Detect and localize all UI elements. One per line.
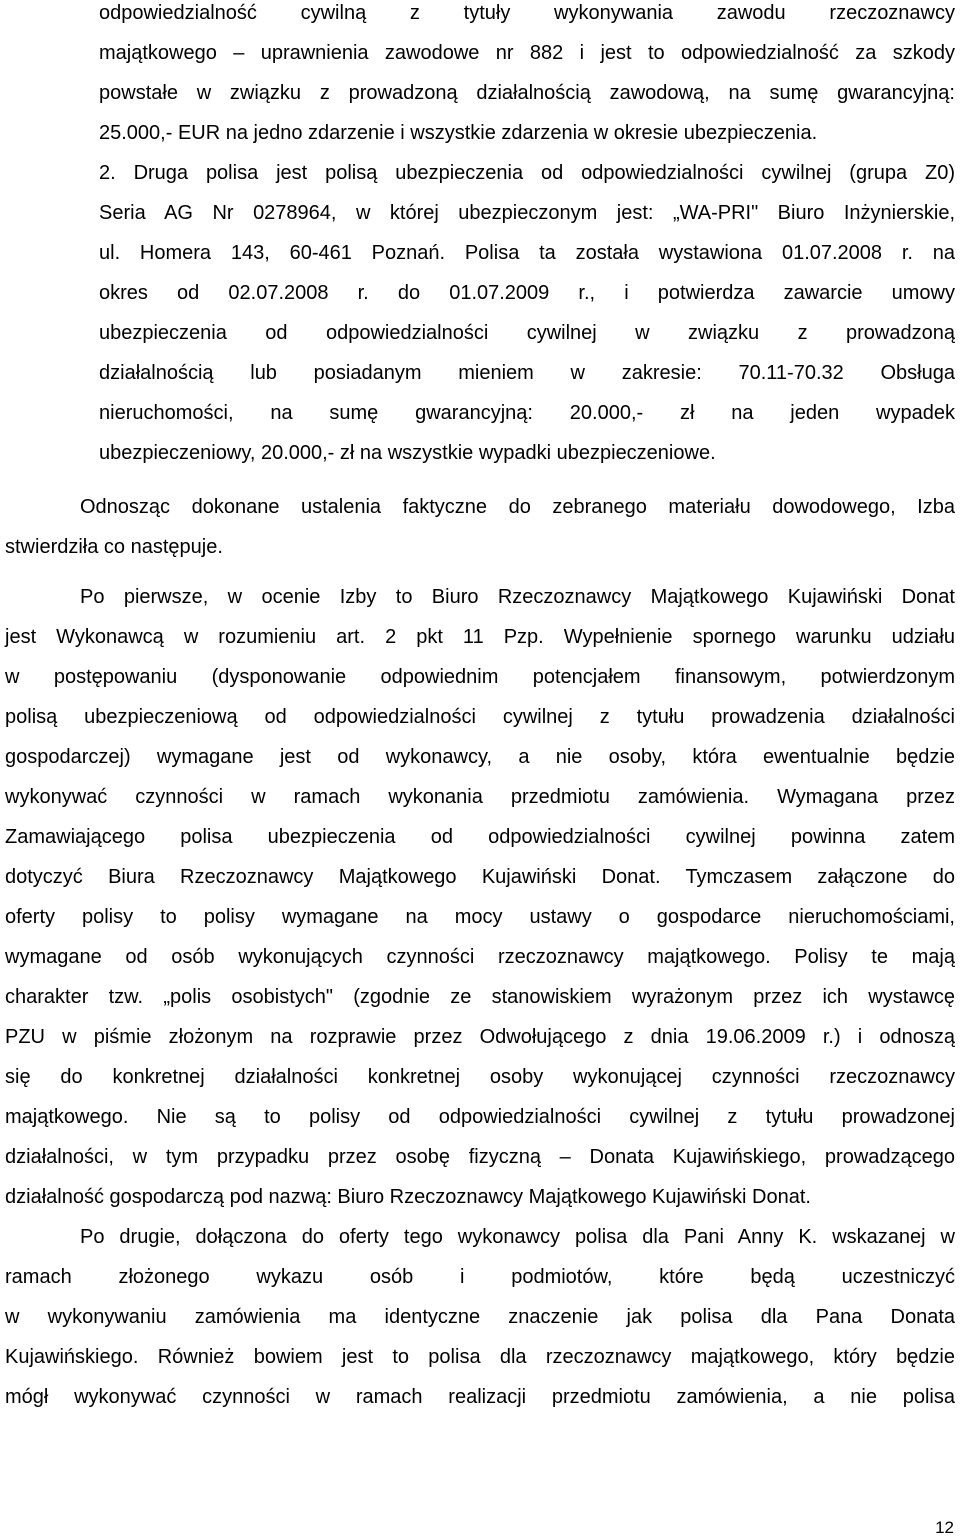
text-line: majątkowego – uprawnienia zawodowe nr 882 i jest to odpowiedzialność za szkody [99, 42, 955, 64]
text-line: wymagane od osób wykonujących czynności rzeczoznawcy majątkowego. Polisy te mają [5, 946, 955, 968]
text-line: PZU w piśmie złożonym na rozprawie przez Odwołującego z dnia 19.06.2009 r.) i odnoszą [5, 1026, 955, 1048]
text-line: odpowiedzialność cywilną z tytuły wykonywania zawodu rzeczoznawcy [99, 2, 955, 24]
text-line: wykonywać czynności w ramach wykonania przedmiotu zamówienia. Wymagana przez [5, 786, 955, 808]
text-line: mógł wykonywać czynności w ramach realizacji przedmiotu zamówienia, a nie polisa [5, 1386, 955, 1408]
text-line: 25.000,- EUR na jedno zdarzenie i wszystkie zdarzenia w okresie ubezpieczenia. [99, 122, 818, 144]
text-line: ubezpieczenia od odpowiedzialności cywilnej w związku z prowadzoną [99, 322, 955, 344]
text-line: się do konkretnej działalności konkretnej osoby wykonującej czynności rzeczoznawcy [5, 1066, 955, 1088]
text-line: charakter tzw. „polis osobistych" (zgodnie ze stanowiskiem wyrażonym przez ich wystawcę [5, 986, 955, 1008]
text-line: polisą ubezpieczeniową od odpowiedzialności cywilnej z tytułu prowadzenia działalności [5, 706, 955, 728]
text-line: Po pierwsze, w ocenie Izby to Biuro Rzeczoznawcy Majątkowego Kujawiński Donat [80, 586, 955, 608]
text-line: jest Wykonawcą w rozumieniu art. 2 pkt 11 Pzp. Wypełnienie spornego warunku udziału [5, 626, 955, 648]
text-line: działalnością lub posiadanym mieniem w zakresie: 70.11-70.32 Obsługa [99, 362, 955, 384]
text-line: w postępowaniu (dysponowanie odpowiednim potencjałem finansowym, potwierdzonym [5, 666, 955, 688]
text-line: Odnosząc dokonane ustalenia faktyczne do zebranego materiału dowodowego, Izba [80, 496, 955, 518]
text-line: dotyczyć Biura Rzeczoznawcy Majątkowego Kujawiński Donat. Tymczasem załączone do [5, 866, 955, 888]
page-number: 12 [935, 1518, 954, 1537]
text-line: ramach złożonego wykazu osób i podmiotów, które będą uczestniczyć [5, 1266, 955, 1288]
text-line: Kujawińskiego. Również bowiem jest to polisa dla rzeczoznawcy majątkowego, który będzie [5, 1346, 955, 1368]
text-line: ubezpieczeniowy, 20.000,- zł na wszystkie wypadki ubezpieczeniowe. [99, 442, 716, 464]
text-line: oferty polisy to polisy wymagane na mocy ustawy o gospodarce nieruchomościami, [5, 906, 955, 928]
text-line: stwierdziła co następuje. [5, 536, 223, 558]
text-line: majątkowego. Nie są to polisy od odpowiedzialności cywilnej z tytułu prowadzonej [5, 1106, 955, 1128]
text-line: okres od 02.07.2008 r. do 01.07.2009 r., i potwierdza zawarcie umowy [99, 282, 955, 304]
text-line: ul. Homera 143, 60-461 Poznań. Polisa ta została wystawiona 01.07.2008 r. na [99, 242, 955, 264]
text-line: gospodarczej) wymagane jest od wykonawcy, a nie osoby, która ewentualnie będzie [5, 746, 955, 768]
text-line: w wykonywaniu zamówienia ma identyczne znaczenie jak polisa dla Pana Donata [5, 1306, 955, 1328]
text-line: Zamawiającego polisa ubezpieczenia od odpowiedzialności cywilnej powinna zatem [5, 826, 955, 848]
text-line: 2. Druga polisa jest polisą ubezpieczenia od odpowiedzialności cywilnej (grupa Z0) [99, 162, 955, 184]
text-line: działalność gospodarczą pod nazwą: Biuro Rzeczoznawcy Majątkowego Kujawiński Donat. [5, 1186, 811, 1208]
text-line: nieruchomości, na sumę gwarancyjną: 20.000,- zł na jeden wypadek [99, 402, 955, 424]
text-line: działalności, w tym przypadku przez osobę fizyczną – Donata Kujawińskiego, prowadzącego [5, 1146, 955, 1168]
text-line: Po drugie, dołączona do oferty tego wykonawcy polisa dla Pani Anny K. wskazanej w [80, 1226, 955, 1248]
text-line: powstałe w związku z prowadzoną działalnością zawodową, na sumę gwarancyjną: [99, 82, 955, 104]
text-line: Seria AG Nr 0278964, w której ubezpieczonym jest: „WA-PRI" Biuro Inżynierskie, [99, 202, 955, 224]
